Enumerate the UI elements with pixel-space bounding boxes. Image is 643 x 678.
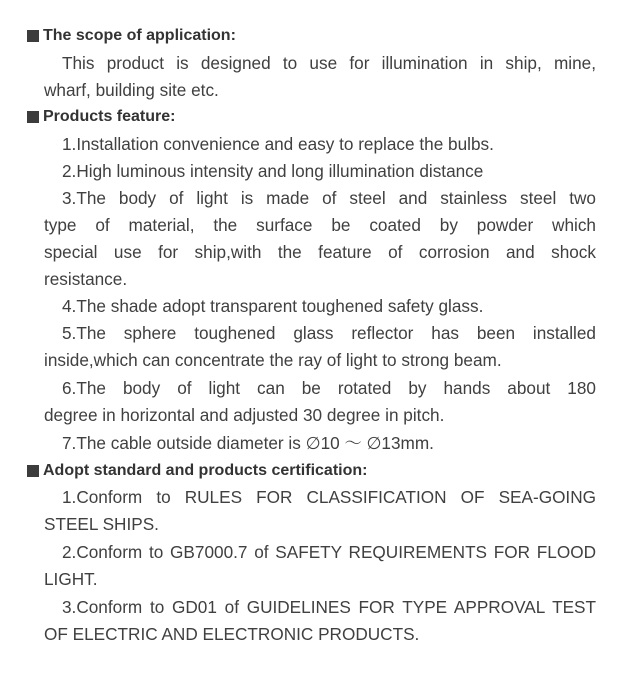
standards-heading-text: Adopt standard and products certification: [43, 462, 368, 479]
standard-line-3: 2.Conform to GB7000.7 of SAFETY REQUIREMENTS FOR FLOOD [62, 542, 596, 562]
square-bullet-icon [27, 30, 39, 42]
feature-line-6: resistance. [44, 269, 128, 289]
feature-line-9: inside,which can concentrate the ray of light to strong beam. [44, 350, 502, 370]
feature-line-4: type of material, the surface be coated by powder which [44, 215, 596, 235]
feature-line-1: 1.Installation convenience and easy to replace the bulbs. [62, 134, 494, 154]
feature-line-3: 3.The body of light is made of steel and stainless steel two [62, 188, 596, 208]
feature-line-8: 5.The sphere toughened glass reflector has been installed [62, 323, 596, 343]
scope-line-1: This product is designed to use for illumination in ship, mine, [62, 53, 596, 73]
square-bullet-icon [27, 111, 39, 123]
scope-line-2: wharf, building site etc. [44, 80, 219, 100]
feature-line-10: 6.The body of light can be rotated by hands about 180 [62, 378, 596, 398]
scope-heading-text: The scope of application: [43, 27, 236, 44]
standard-line-6: OF ELECTRIC AND ELECTRONIC PRODUCTS. [44, 624, 420, 644]
scope-heading [27, 26, 236, 46]
features-heading-text: Products feature: [43, 108, 176, 125]
standard-line-1: 1.Conform to RULES FOR CLASSIFICATION OF SEA-GOING [62, 487, 596, 507]
feature-line-7: 4.The shade adopt transparent toughened safety glass. [62, 296, 484, 316]
square-bullet-icon [27, 465, 39, 477]
feature-line-11: degree in horizontal and adjusted 30 degree in pitch. [44, 405, 445, 425]
standard-line-4: LIGHT. [44, 569, 98, 589]
feature-line-5: special use for ship,with the feature of corrosion and shock [44, 242, 596, 262]
standards-heading [27, 461, 367, 481]
standard-line-2: STEEL SHIPS. [44, 514, 159, 534]
feature-line-12: 7.The cable outside diameter is ∅10 ～ ∅13mm. [62, 433, 434, 453]
features-heading [27, 107, 175, 127]
feature-line-2: 2.High luminous intensity and long illumination distance [62, 161, 484, 181]
standard-line-5: 3.Conform to GD01 of GUIDELINES FOR TYPE APPROVAL TEST [62, 597, 596, 617]
